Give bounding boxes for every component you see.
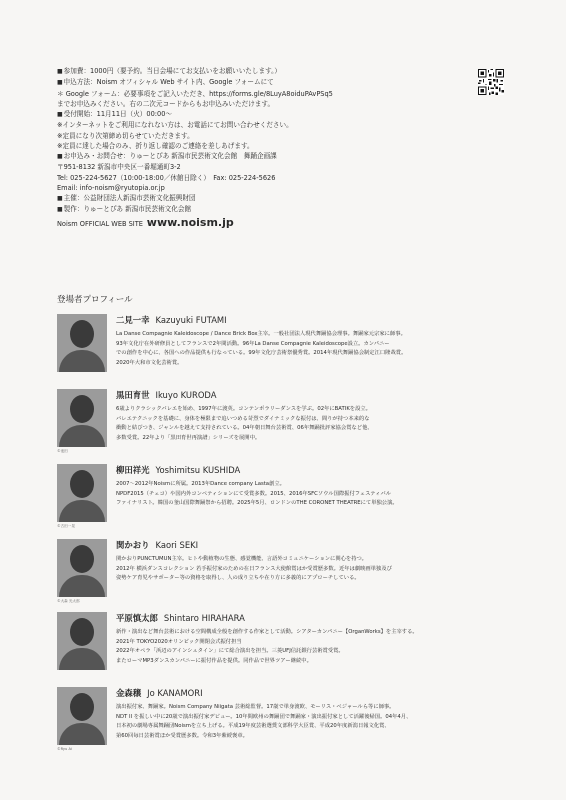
bio-line: ファイナリスト。韓国の釜山国際舞踊祭から招聘。2025年5月、ロンドンのTHE CORONET THEATREにて単独公演。 — [116, 500, 398, 507]
bio-line: 演出振付家、舞踊家。Noism Company Niigata 芸術総監督。17歳で単身渡欧、モーリス・ベジャールら等に師事。 — [116, 704, 395, 710]
bio-line: バレエテクニックを基礎に、身体を極限まで追いつめる苛烈でダイナミックな振付は、間りが持つ本来的な — [116, 415, 370, 422]
name-en: Shintaro HIRAHARA — [163, 613, 245, 623]
photo-credit: ©池田 — [57, 449, 68, 453]
profile-name — [116, 314, 227, 326]
bio-line: 姿勢ケア育児やサポーター等の資格を取得し、人の成り立ちや在り方に多義的にアプローチしている。 — [116, 575, 360, 582]
info-line-reception: ■ 受付開始：11月11日（火）00:00～ — [57, 109, 487, 120]
profile-bio — [116, 330, 516, 368]
photo-credit: ©古田一晃 — [57, 524, 75, 528]
name-en: Yoshimitsu KUSHIDA — [155, 465, 241, 475]
bio-line: La Danse Compagnie Kaleidoscope / Dance Brick Box主宰。一般社団法人現代舞踊協会理事。舞踊家元宗家に師事。 — [116, 331, 406, 337]
name-ja: 黒田育世 — [116, 390, 150, 400]
profile-bio — [116, 628, 516, 666]
info-line-note-capacity: ※定員になり次第締め切らせていただきます。 — [57, 131, 194, 140]
profile-bio — [116, 555, 516, 584]
photo-credit: ©大森 光太郎 — [57, 599, 80, 603]
info-line-note-phone: ※インターネットをご利用になれない方は、お電話にてお問い合わせください。 — [57, 121, 293, 130]
info-line-method: ■ 申込方法：Noism オフィシャル Web サイト内、Google フォームにて — [57, 77, 487, 88]
bio-line: 衝動と結びつき、ジャンルを越えて支持されている。04年朝日舞台芸術賞、06年舞踊批評家協会賞など他、 — [116, 425, 373, 432]
info-line-email: Email: info-noism@ryutopia.or.jp — [57, 183, 165, 192]
profile-name — [116, 464, 240, 476]
name-en: Ikuyo KURODA — [155, 390, 217, 400]
name-ja: 柳田祥光 — [116, 465, 150, 475]
bio-line: 2007～2012年Noismに所属。2013年Dance company Lasta創立。 — [116, 481, 285, 487]
info-block — [57, 66, 487, 231]
profile-bio — [116, 405, 516, 443]
bio-line: 新作・演出など舞台芸術における空間構成全般を創作する作家として活動。シアターカンパニー【OrganWorks】を主宰する。 — [116, 629, 418, 635]
info-line-fee: ■ 参加費：1000円（要予約。当日会場にてお支払いをお願いいたします。） — [57, 66, 487, 77]
profile-name — [116, 687, 203, 699]
name-ja: 二見一幸 — [116, 315, 150, 325]
bio-line: 日本初の劇場専属舞踊団Noismを立ち上げる。平成19年度芸術選奨文部科学大臣賞、平成20年度新潟日報文化賞、 — [116, 723, 390, 730]
official-site-label: Noism OFFICIAL WEB SITE — [57, 219, 143, 228]
section-title-profiles: 登場者プロフィール — [57, 295, 133, 305]
name-ja: 金森穣 — [116, 688, 142, 698]
info-line-contact: ■ お申込み・お問合せ：りゅーとぴあ 新潟市民芸術文化会館 舞踊企画課 — [57, 151, 487, 162]
bio-line: NPDF2015（チェコ）や国内外コンペティションにて受賞多数。2015、2016年SFCソウル国際振付フェスティバル — [116, 490, 392, 497]
profile-bio — [116, 703, 516, 741]
bio-line: 6歳よりクラシックバレエを始め、1997年に渡英。コンテンポラリーダンスを学ぶ。02年にBATIKを設立。 — [116, 406, 371, 412]
photo-credit: ©Ryu Ai — [57, 747, 72, 751]
portrait-photo — [57, 464, 107, 522]
info-line-production: ■ 製作：りゅーとぴあ 新潟市民芸術文化会館 — [57, 204, 487, 215]
official-site-url[interactable]: www.noism.jp — [146, 215, 234, 229]
name-en: Jo KANAMORI — [147, 688, 203, 698]
bio-line: 多数受賞。22年より「黒田育世再演譜」シリーズを展開中。 — [116, 434, 261, 441]
bio-line: NDT II を振しい中に20歳で演出振付家デビュー。10年間欧州の舞踊団で舞踊家・演出振付家として活躍後帰国。04年4月、 — [116, 713, 412, 720]
name-ja: 平原慎太郎 — [116, 613, 158, 623]
name-en: Kaori SEKI — [155, 540, 199, 550]
bio-line: 93年文化庁在外研修員としてフランスで2年間活動。96年La Danse Compagnie Kaleidoscope設立。カンパニー — [116, 340, 390, 347]
info-line-organizer: ■ 主催：公益財団法人新潟市芸術文化振興財団 — [57, 193, 487, 204]
info-line-qr-note: までお申込みください。右の二次元コードからもお申込みいただけます。 — [57, 99, 275, 108]
portrait-photo — [57, 687, 107, 745]
info-line-address: 〒951-8132 新潟市中央区一番堀通町3-2 — [57, 163, 181, 172]
bio-line: 2012年 横浜ダンスコレクション 若手振付家のための在日フランス大使館賞はか受賞歴多数。近年は劇映画単独及び — [116, 565, 392, 572]
info-line-note-confirm: ※定員に達した場合のみ、折り返し確認のご連絡を差しあげます。 — [57, 141, 254, 150]
official-site[interactable] — [57, 216, 487, 231]
bio-line: 第60回毎日芸術賞ほか受賞歴多数。令和3年紫綬褒章。 — [116, 732, 248, 739]
profile-name — [116, 612, 245, 624]
portrait-photo — [57, 389, 107, 447]
profile-name — [116, 539, 198, 551]
name-en: Kazuyuki FUTAMI — [155, 315, 227, 325]
profile-bio — [116, 480, 516, 509]
portrait-photo — [57, 539, 107, 597]
bio-line: 2022年オペラ「浜辺のアインシュタイン」にて総合演出を担当。三菱UFJ信託銀行芸術賞受賞。 — [116, 648, 344, 655]
bio-line: での創作を中心に、各国への作品提供も行なっている。99年文化庁芸術祭優秀賞。2014年現代舞踊協会制定江口隆哉賞。 — [116, 350, 407, 357]
bio-line: またローマMP3ダンスカンパニーに振付作品を提供。同作品で世界ツアー継続中。 — [116, 657, 312, 664]
portrait-photo — [57, 612, 107, 670]
info-line-tel: Tel: 025-224-5627（10:00-18:00／休館日除く） Fax: 025-224-5626 — [57, 173, 276, 182]
qr-code-icon — [478, 69, 504, 95]
portrait-photo — [57, 314, 107, 372]
info-line-form-url: ＊ Google フォーム：必要事項をご記入いただき、https://forms.gle/8LuyA8oiduPAvPSq5 — [57, 89, 333, 98]
bio-line: 2020年大和市文化芸術賞。 — [116, 359, 183, 366]
bio-line: 2021年 TOKYO2020オリンピック開閉会式振付担当 — [116, 638, 242, 645]
profile-name — [116, 389, 216, 401]
bio-line: 関かおりPUNCTUMUN主宰。ヒトや動植物の生態、感覚機能、言語外コミュニケーションに関心を持つ。 — [116, 556, 367, 562]
name-ja: 関かおり — [116, 540, 150, 550]
